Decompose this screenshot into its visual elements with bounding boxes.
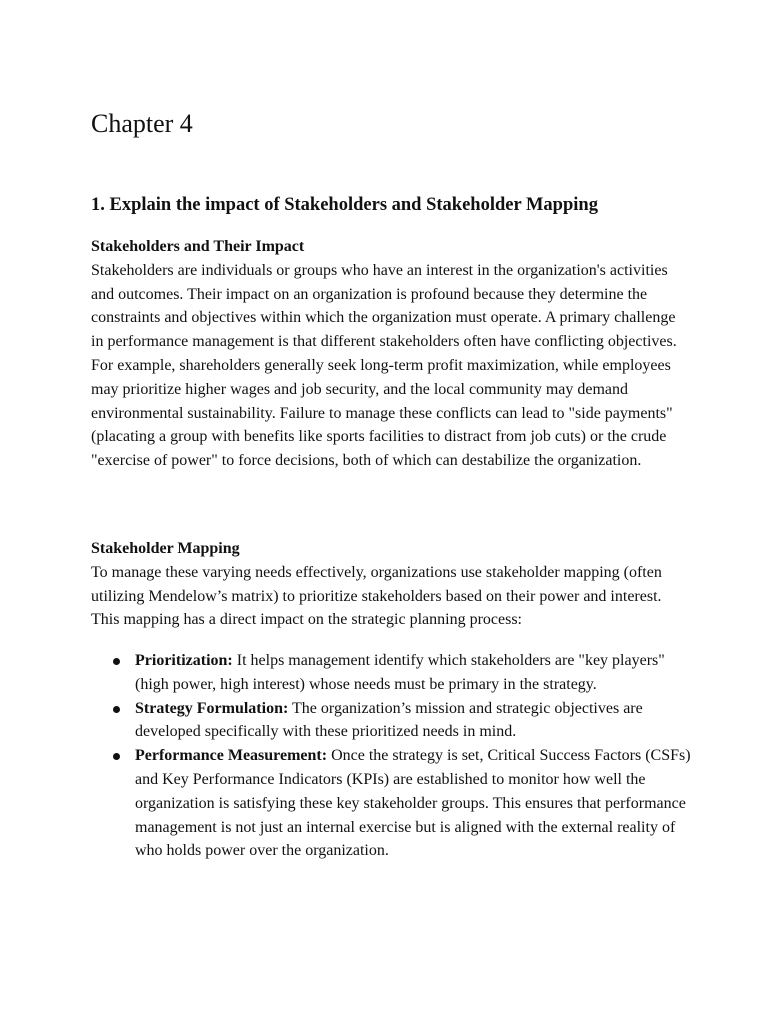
bullet-term: Performance Measurement: [135, 747, 328, 765]
chapter-title: Chapter 4 [91, 109, 193, 138]
bullet-text: It helps management identify which stakeholders are "key players" (high power, high interest) whose needs must be primary in the strategy. [135, 652, 665, 693]
section-heading: Stakeholder Mapping [91, 540, 240, 557]
bullet-item-performance-measurement [91, 744, 691, 863]
bullet-icon [113, 753, 120, 760]
bullet-icon [113, 706, 120, 713]
section-stakeholders-impact [91, 235, 691, 473]
bullet-term: Strategy Formulation: [135, 699, 289, 717]
section-stakeholder-mapping [91, 537, 691, 632]
bullet-item-prioritization [91, 649, 691, 697]
bullet-text: Once the strategy is set, Critical Success Factors (CSFs) and Key Performance Indicators (KPIs) are established to monitor how well the organization is satisfying these key stakeholder groups. This ensures that performance management is not just an internal exercise but is aligned with the external reality of who holds power over the organization. [135, 747, 691, 860]
section-heading: Stakeholders and Their Impact [91, 238, 305, 255]
bullet-item-strategy-formulation [91, 697, 691, 745]
bullet-icon [113, 658, 120, 665]
section-paragraph: To manage these varying needs effectively, organizations use stakeholder mapping (often utilizing Mendelow’s matrix) to prioritize stakeholders based on their power and interest. This mapping has a direct impact on the strategic planning process: [91, 563, 662, 629]
question-heading: 1. Explain the impact of Stakeholders and Stakeholder Mapping [91, 195, 598, 215]
bullet-term: Prioritization: [135, 652, 233, 669]
bullet-list [91, 649, 691, 863]
bullet-text: The organization’s mission and strategic objectives are developed specifically with these prioritized needs in mind. [135, 699, 643, 741]
section-paragraph: Stakeholders are individuals or groups who have an interest in the organization's activities and outcomes. Their impact on an organization is profound because they determine the constraints and objectives within which the organization must operate. A primary challenge in performance management is that different stakeholders often have conflicting objectives. For example, shareholders generally seek long-term profit maximization, while employees may prioritize higher wages and job security, and the local community may demand environmental sustainability. Failure to manage these conflicts can lead to "side payments" (placating a group with benefits like sports facilities to distract from job cuts) or the crude "exercise of power" to force decisions, both of which can destabilize the organization. [91, 261, 677, 470]
